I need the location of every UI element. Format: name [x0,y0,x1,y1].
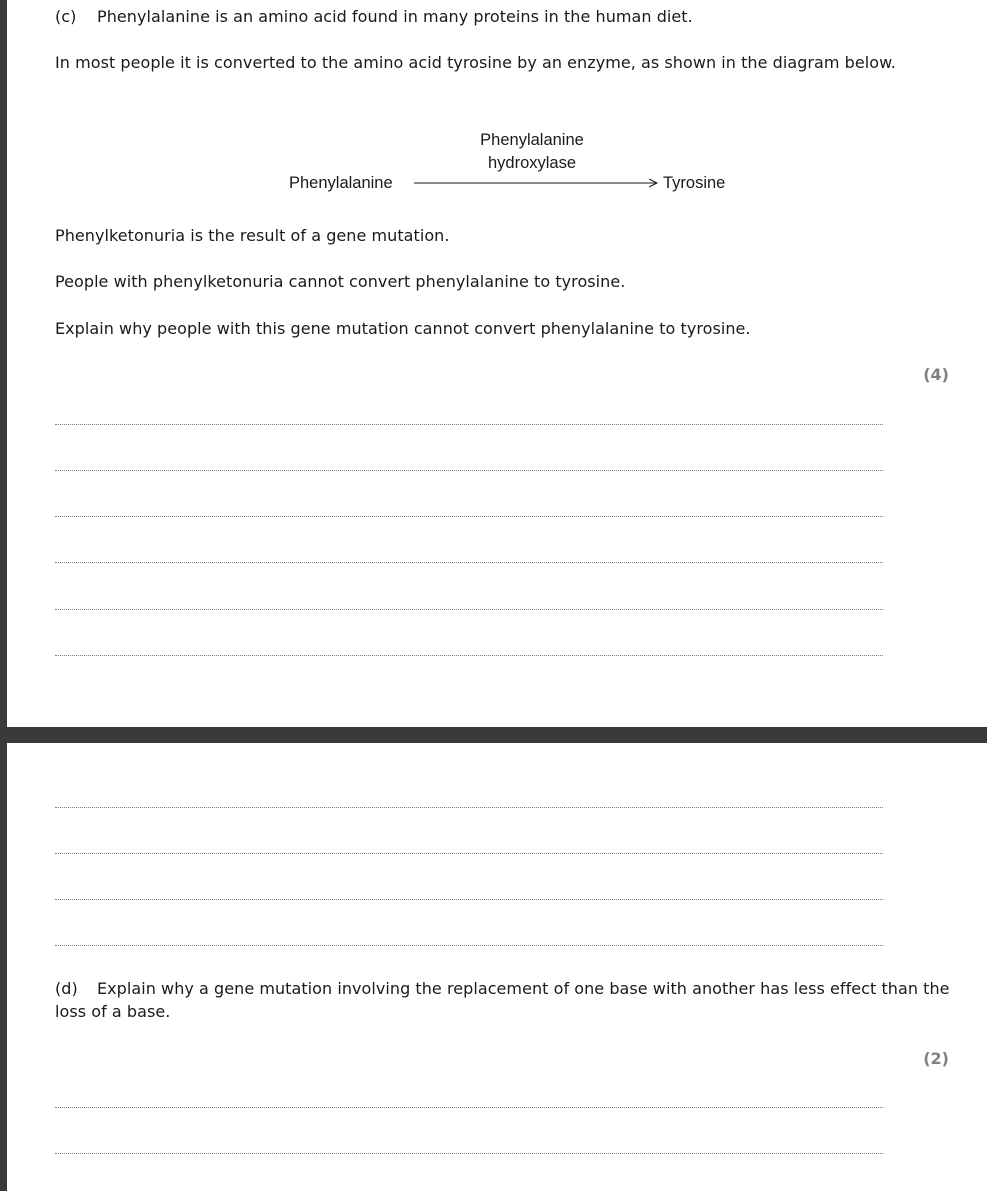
page-break [0,727,987,743]
part-c-marks: (4) [923,365,949,384]
part-c-statement-2: People with phenylketonuria cannot convert phenylalanine to tyrosine. [55,272,626,291]
answer-line-c-4[interactable] [55,562,883,563]
answer-line-c-1[interactable] [55,424,883,425]
answer-line-c-7[interactable] [55,807,883,808]
answer-line-c-3[interactable] [55,516,883,517]
part-d-question-text: Explain why a gene mutation involving the replacement of one base with another has less effect than the loss of a base. [55,979,950,1021]
enzyme-name-line2: hydroxylase [487,154,577,172]
part-c-statement-1: Phenylketonuria is the result of a gene mutation. [55,226,450,245]
part-d-marks: (2) [923,1049,949,1068]
part-c-label: (c) [55,7,77,26]
answer-line-d-2[interactable] [55,1153,883,1154]
answer-line-d-1[interactable] [55,1107,883,1108]
part-c-intro-text: Phenylalanine is an amino acid found in many proteins in the human diet. [97,7,693,26]
enzyme-name-line1: Phenylalanine [480,131,584,149]
part-d-question [55,977,955,1023]
answer-line-c-2[interactable] [55,470,883,471]
substrate-label: Phenylalanine [289,174,393,192]
product-label: Tyrosine [663,174,726,192]
part-c-question: Explain why people with this gene mutation cannot convert phenylalanine to tyrosine. [55,319,751,338]
reaction-arrow [412,176,662,190]
answer-line-c-6[interactable] [55,655,883,656]
answer-line-c-5[interactable] [55,609,883,610]
answer-line-c-10[interactable] [55,945,883,946]
part-c-enzyme-text: In most people it is converted to the amino acid tyrosine by an enzyme, as shown in the diagram below. [55,53,896,72]
part-c-intro [55,5,693,28]
part-d-label: (d) [55,979,78,998]
answer-line-c-8[interactable] [55,853,883,854]
page-left-border [0,0,7,1191]
answer-line-c-9[interactable] [55,899,883,900]
